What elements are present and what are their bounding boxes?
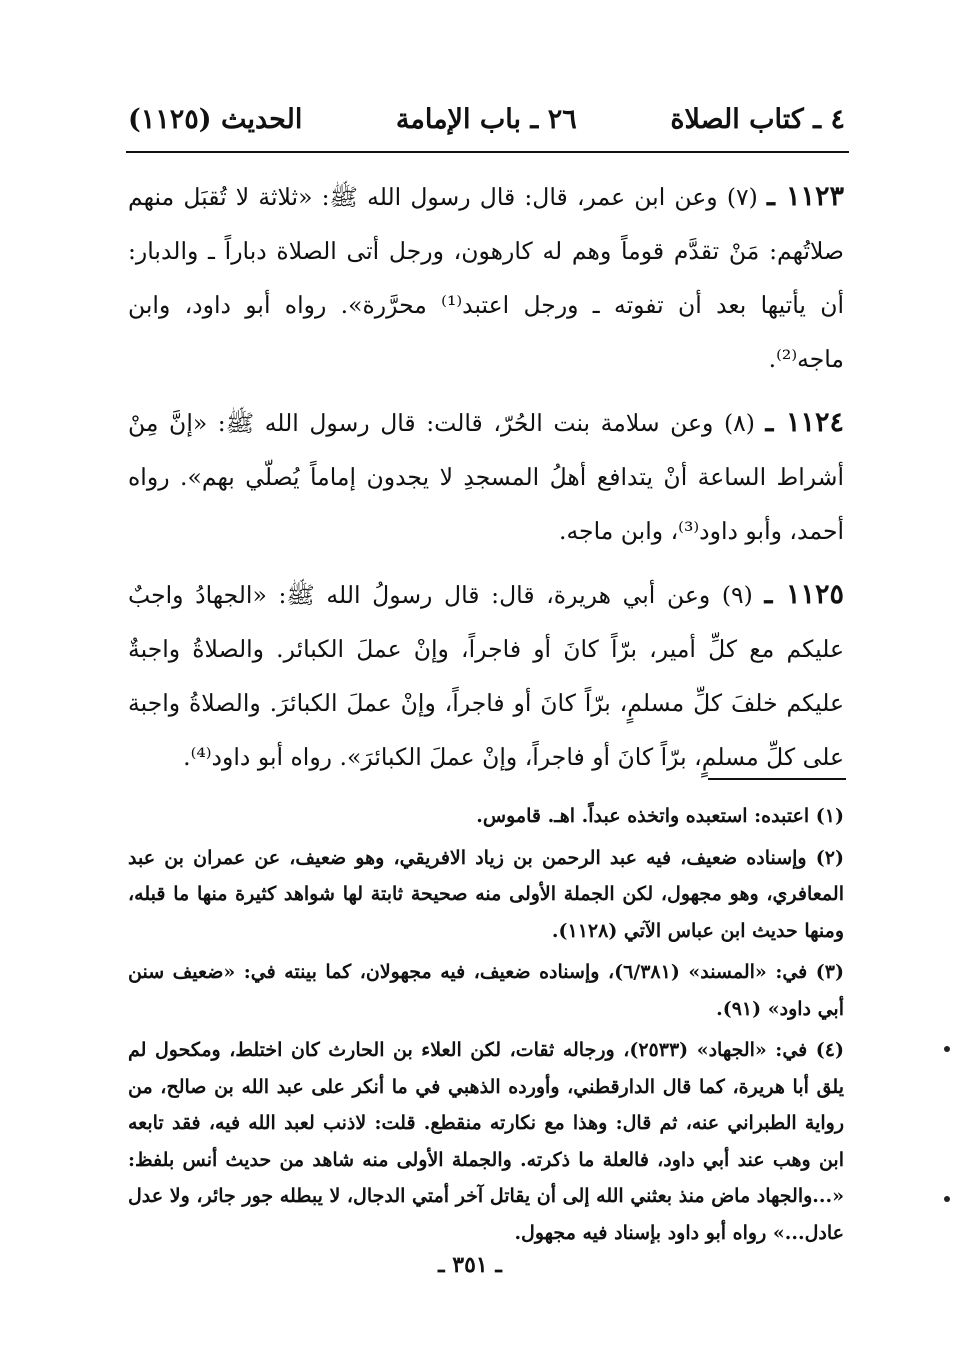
footnote: (٤) في: «الجهاد» (٢٥٣٣)، ورجاله ثقات، لكن العلاء بن الحارث كان اختلط، ومكحول لم يلق أبا هريرة، كما قال الدارقطني، وأورده الذهبي في ما أنكر على عبد الله بن صالح، من رواية الطبراني عنه، ثم قال: وهذا مع نكارته منقطع. قلت: لاذنب لعبد الله فيه، فقد تابعه ابن وهب عند أبي داود، فالعلة ما ذكرته. والجملة الأولى منه شاهد من حديث أنس بلفظ: «...والجهاد ماض منذ بعثني الله إلى أن يقاتل آخر أمتي الدجال، لا يبطله جور جائر، ولا عدل عادل...» رواه أبو داود بإسناد فيه مجهول.	[128, 1039, 845, 1244]
hadith-text: (٩) وعن أبي هريرة، قال: قال رسولُ الله ﷺ: «الجهادُ واجبٌ عليكم مع كلِّ أمير، برّاً كانَ أو فاجراً، وإنْ عملَ الكبائر. والصلاةُ واجبةٌ عليكم خلفَ كلِّ مسلمٍ، برّاً كانَ أو فاجراً، وإنْ عملَ الكبائرَ. والصلاةُ واجبة على كلِّ مسلمٍ، برّاً كانَ أو فاجراً، وإنْ عملَ الكبائرَ». رواه أبو داود⁽⁴⁾.	[128, 581, 844, 771]
hadith-entry	[128, 396, 844, 558]
margin-mark	[944, 1196, 950, 1202]
header-chapter-title: ٢٦ ـ باب الإمامة	[395, 103, 577, 135]
hadith-text: (٨) وعن سلامة بنت الحُرّ، قالت: قال رسول الله ﷺ: «إنَّ مِنْ أشراط الساعة أنْ يتدافع أهلُ المسجدِ لا يجدون إماماً يُصلّي بهم». رواه أحمد، وأبو داود⁽³⁾، وابن ماجه.	[128, 409, 844, 545]
main-text	[128, 170, 844, 794]
footnote: (٢) وإسناده ضعيف، فيه عبد الرحمن بن زياد الافريقي، وهو ضعيف، عن عمران بن عبد المعافري، وهو مجهول، لكن الجملة الأولى منه صحيحة ثابتة لها شواهد كثيرة منها ما قبله، ومنها حديث ابن عباس الآتي (١١٢٨).	[128, 846, 844, 942]
footnote: (١) اعتبده: استعبده واتخذه عبداً. اهـ. قاموس.	[476, 805, 844, 827]
hadith-entry	[128, 170, 844, 386]
footnote: (٣) في: «المسند» (٦/٣٨١)، وإسناده ضعيف، فيه مجهولان، كما بينته في: «ضعيف سنن أبي داود» (٩١).	[128, 961, 844, 1020]
header-book-title: ٤ ـ كتاب الصلاة	[670, 103, 845, 135]
hadith-number: ١١٢٥ ـ	[764, 579, 844, 610]
hadith-number: ١١٢٣ ـ	[766, 181, 844, 212]
hadith-entry	[128, 568, 844, 784]
header-rule	[126, 151, 849, 153]
running-header	[128, 96, 845, 142]
hadith-number: ١١٢٤ ـ	[765, 407, 844, 438]
page-number: ـ ٣٥١ ـ	[438, 1252, 502, 1278]
hadith-text: (٧) وعن ابن عمر، قال: قال رسول الله ﷺ: «ثلاثة لا تُقبَل منهم صلاتُهم: مَنْ تقدَّم قوماً وهم له كارهون، ورجل أتى الصلاة دباراً ـ والدبار: أن يأتيها بعد أن تفوته ـ ورجل اعتبد⁽¹⁾ محرَّرة». رواه أبو داود، وابن ماجه⁽²⁾.	[128, 183, 844, 373]
header-hadith-range: الحديث (١١٢٥)	[128, 103, 303, 135]
margin-mark	[944, 1046, 950, 1052]
footnotes	[128, 798, 844, 1256]
footnote-rule	[708, 778, 846, 780]
